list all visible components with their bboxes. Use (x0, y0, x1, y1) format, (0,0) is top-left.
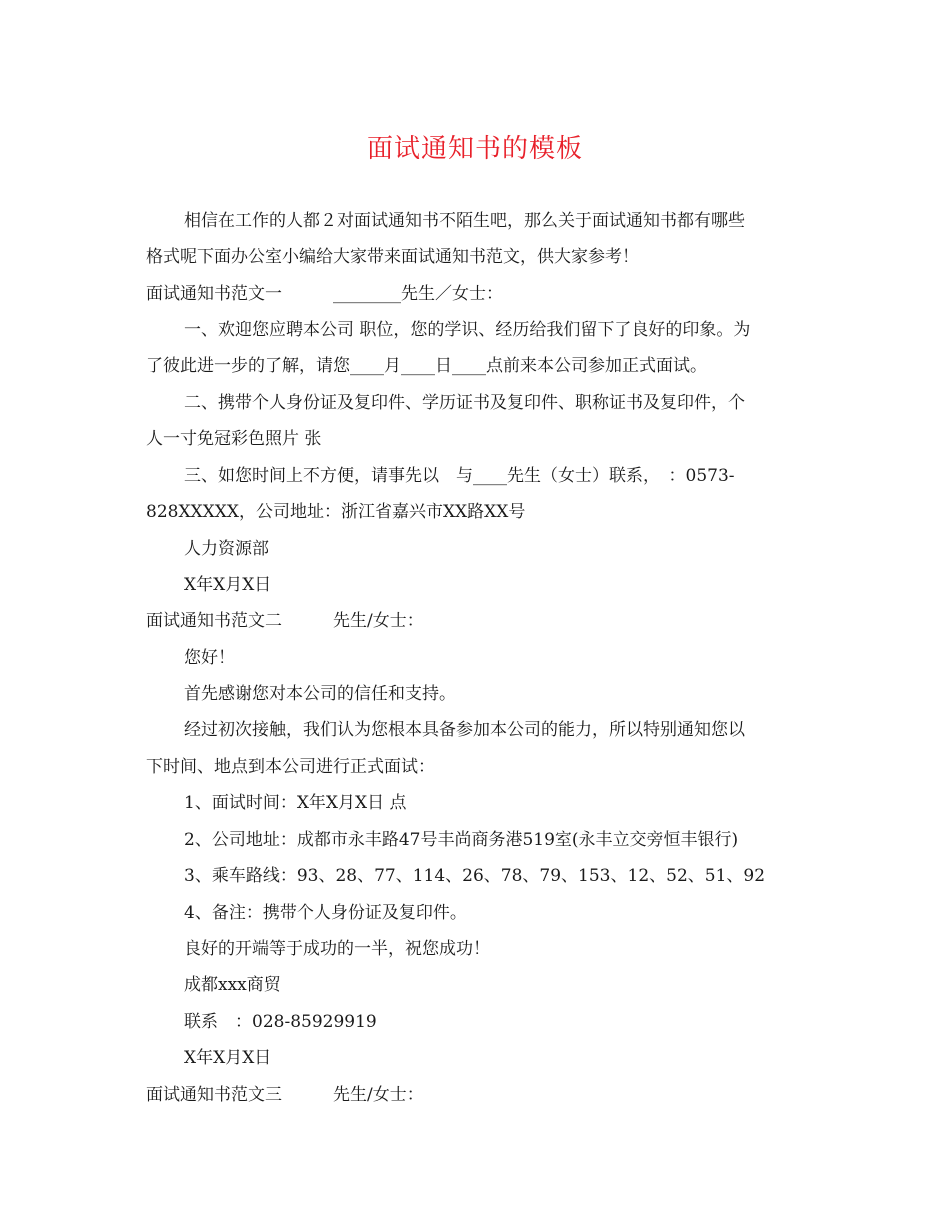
paragraph-line: 三、如您时间上不方便，请事先以 与____先生（女士）联系， ：0573- (184, 466, 735, 486)
paragraph-line: 格式呢下面办公室小编给大家带来面试通知书范文，供大家参考！ (146, 247, 639, 267)
paragraph-line: 一、欢迎您应聘本公司 职位，您的学识、经历给我们留下了良好的印象。为 (184, 320, 751, 340)
paragraph-line: 首先感谢您对本公司的信任和支持。 (184, 684, 456, 704)
paragraph-line: 了彼此进一步的了解，请您____月____日____点前来本公司参加正式面试。 (146, 356, 707, 376)
list-item: 4、备注：携带个人身份证及复印件。 (184, 903, 467, 923)
section-heading-sample-1: 面试通知书范文一 ________先生／女士： (146, 284, 503, 304)
signature-department: 人力资源部 (184, 539, 269, 559)
paragraph-line: 828XXXXX，公司地址：浙江省嘉兴市XX路XX号 (146, 502, 526, 522)
document-title: 面试通知书的模板 (366, 134, 583, 164)
list-item: 2、公司地址：成都市永丰路47号丰尚商务港519室(永丰立交旁恒丰银行) (184, 830, 739, 850)
paragraph-line: 良好的开端等于成功的一半，祝您成功！ (184, 939, 490, 959)
section-heading-sample-3: 面试通知书范文三 先生/女士： (146, 1085, 424, 1105)
section-heading-sample-2: 面试通知书范文二 先生/女士： (146, 611, 424, 631)
signature-company: 成都xxx商贸 (184, 975, 281, 995)
list-item: 3、乘车路线：93、28、77、114、26、78、79、153、12、52、51、92 (184, 866, 766, 886)
signature-date: X年X月X日 (184, 575, 272, 595)
paragraph-line: 相信在工作的人都２对面试通知书不陌生吧，那么关于面试通知书都有哪些 (184, 211, 745, 231)
greeting: 您好！ (184, 648, 235, 668)
paragraph-line: 经过初次接触，我们认为您根本具备参加本公司的能力，所以特别通知您以 (184, 720, 745, 740)
paragraph-line: 二、携带个人身份证及复印件、学历证书及复印件、职称证书及复印件，个 (184, 393, 745, 413)
paragraph-line: 下时间、地点到本公司进行正式面试： (146, 757, 435, 777)
signature-date: X年X月X日 (184, 1048, 272, 1068)
paragraph-line: 人一寸免冠彩色照片 张 (146, 429, 322, 449)
list-item: 1、面试时间：X年X月X日 点 (184, 793, 407, 813)
signature-contact: 联系 ：028-85929919 (184, 1012, 377, 1032)
